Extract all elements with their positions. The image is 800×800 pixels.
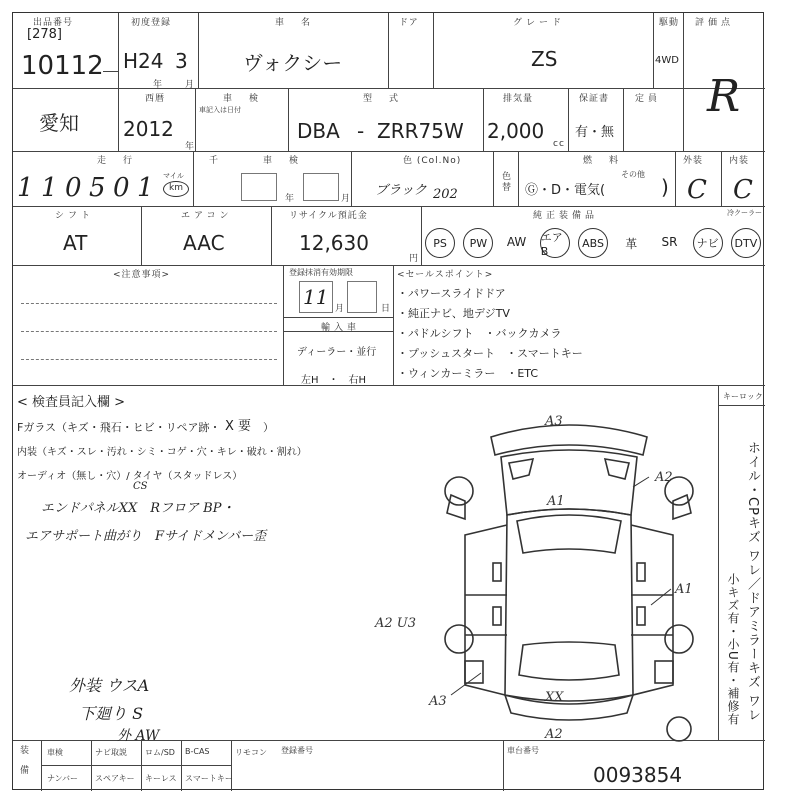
body-outline	[505, 509, 633, 701]
damage-mark: A2	[545, 727, 563, 742]
footer-reg-label: 登録番号	[281, 746, 313, 755]
sales-point: ・ウィンカーミラー ・ETC	[397, 367, 539, 380]
fuel-label: 燃 料	[583, 156, 623, 166]
sales-point: ・パワースライドドア	[397, 287, 506, 300]
footer-remote: リモコン	[235, 748, 267, 757]
lot-number: 10112	[21, 51, 104, 81]
damage-mark: A2 U3	[375, 616, 417, 631]
equipment-item: AW	[506, 235, 527, 249]
wheel-rear-left	[445, 625, 473, 653]
model-code: ZRR75W	[377, 119, 464, 143]
equipment-row	[421, 225, 765, 261]
damage-mark: XX	[545, 690, 564, 705]
equipment-item: SR	[661, 235, 678, 249]
pre-shaken-label: 登録抹消有効期限	[289, 268, 353, 277]
equipment-item: 革	[625, 237, 638, 251]
fuel-options: Ⓖ・D・電気(	[525, 183, 606, 198]
shaken-month-box	[303, 173, 339, 201]
color-code: 202	[433, 187, 458, 202]
footer-bcas: B-CAS	[185, 747, 210, 756]
chassis-number: 0093854	[593, 763, 683, 787]
footer-equipment-label: 装 備	[18, 745, 28, 775]
footer-chassis-label: 車台番号	[507, 746, 539, 755]
fuel-other: その他	[621, 170, 645, 179]
footer-check: 車検	[47, 748, 63, 757]
sales-point: ・パドルシフト ・バックカメラ	[397, 327, 562, 340]
footer-rom: ロム/SD	[145, 748, 175, 757]
exterior-label: 外装	[683, 156, 704, 166]
interior-line: 内装（キズ・スレ・汚れ・シミ・コゲ・穴・キレ・破れ・割れ）	[17, 447, 307, 458]
summary-exterior: 外装 ウスA	[69, 676, 150, 695]
footer-spare-key: スペアキー	[95, 774, 135, 783]
model-year: 2012	[123, 117, 174, 141]
sales-point: ・純正ナビ、地デジTV	[397, 307, 510, 320]
pre-shaken-day-box	[347, 281, 377, 313]
damage-mark: A3	[429, 694, 447, 709]
aircon-label: エアコン	[181, 211, 233, 221]
car-name-label: 車 名	[275, 18, 315, 28]
model-year-unit: 年	[185, 142, 196, 152]
mileage-digit: 1	[17, 173, 34, 203]
unit-km: km	[169, 183, 183, 193]
wheel-front-left	[445, 477, 473, 505]
caution-label: <注意事項>	[113, 270, 171, 280]
wheel-note: ホイル・CPキズ ワレ／ドアミラーキズ ワレ	[745, 441, 760, 723]
lot-bracket: [278]	[27, 27, 62, 42]
pre-shaken-month-unit: 月	[335, 304, 346, 314]
audio-line: オーディオ（無し・穴）/ タイヤ（スタッドレス）	[17, 471, 243, 482]
grade-label: グレード	[513, 18, 566, 28]
hood	[501, 450, 637, 515]
interior-grade: C	[733, 175, 753, 205]
damage-mark: A3	[545, 414, 563, 429]
summary-underbody: 下廻り S	[79, 704, 144, 723]
auction-sheet	[12, 12, 764, 790]
model-prefix: DBA	[297, 119, 340, 143]
equipment-item: ABS	[578, 228, 608, 258]
headlight-right	[605, 459, 629, 479]
color-label: 色 (Col.No)	[403, 156, 462, 166]
mileage-digit: 0	[65, 173, 82, 203]
windshield	[517, 515, 621, 553]
damage-mark: A1	[547, 494, 565, 509]
footer-plate: ナンバー	[47, 774, 79, 783]
cs-note: CS	[133, 481, 148, 492]
year-unit: 年	[153, 80, 164, 90]
car-diagram	[375, 395, 717, 742]
cooler-label: 冷クーラー	[727, 209, 762, 217]
drive: 4WD	[655, 55, 679, 66]
mileage-digit: 1	[41, 173, 58, 203]
capacity-label: 定員	[635, 94, 662, 104]
displacement: 2,000	[487, 119, 545, 143]
damage-mark: A1	[675, 582, 693, 597]
recycle-label: リサイクル預託金	[289, 211, 368, 221]
aircon: AAC	[183, 231, 225, 255]
equipment-item: DTV	[731, 228, 761, 258]
car-name: ヴォクシー	[243, 51, 343, 75]
door-label: ドア	[399, 18, 419, 28]
summary-aw: 外 AW	[117, 728, 160, 744]
keylock-label: キーロック	[723, 392, 763, 401]
shaken-year-unit: 年	[285, 194, 296, 204]
drive-label: 駆動	[659, 18, 680, 28]
sales-label: <セールスポイント>	[397, 270, 494, 280]
fuel-close: )	[661, 175, 669, 199]
interior-label: 内装	[729, 156, 750, 166]
mileage-digit: 5	[89, 173, 106, 203]
mileage-digit: 0	[113, 173, 130, 203]
exterior-grade: C	[687, 175, 707, 205]
sales-point: ・プッシュスタート ・スマートキー	[397, 347, 583, 360]
footer-keyless: キーレス	[145, 774, 177, 783]
footer-smart-key: スマートキー	[185, 774, 233, 783]
equipment-item: PS	[425, 228, 455, 258]
import-type: ディーラー・並行	[297, 347, 377, 358]
lot-label: 出品番号	[33, 18, 74, 28]
shift-label: シフト	[55, 211, 95, 221]
fglass-close: ）	[263, 421, 274, 434]
shaken-note: 車記入は日付	[199, 106, 241, 114]
unit-mile: マイル	[163, 172, 184, 180]
model-dash: -	[357, 119, 365, 143]
equipment-item: エアB	[540, 228, 570, 258]
shaken-label-2: 車 検	[223, 94, 263, 104]
color-change-label: 色替	[500, 171, 510, 193]
model-label: 型 式	[363, 94, 403, 104]
displacement-label: 排気量	[503, 94, 534, 104]
mileage-digit: 1	[137, 173, 154, 203]
handle-side: 左H ・ 右H	[301, 375, 367, 386]
warranty-label: 保証書	[579, 94, 610, 104]
equipment-label: 純正装備品	[533, 211, 599, 221]
score: R	[707, 71, 741, 122]
shift: AT	[63, 231, 88, 255]
fglass-mark: X 要	[225, 419, 252, 434]
yen-unit: 円	[409, 254, 420, 264]
damage-mark: A2	[655, 470, 673, 485]
reg-month: 3	[175, 49, 188, 73]
first-reg-label: 初度登録	[131, 18, 172, 28]
shaken-year-box	[241, 173, 277, 201]
color-value: ブラック	[375, 183, 427, 198]
inspection-title: < 検査員記入欄 >	[17, 395, 126, 410]
recycle: 12,630	[299, 231, 369, 255]
score-label: 評価点	[695, 18, 735, 28]
footer-nav: ナビ取説	[95, 748, 127, 757]
shaken-month-unit: 月	[341, 194, 352, 204]
mileage-label: 走 行	[97, 156, 137, 166]
warranty-value: 有・無	[575, 125, 615, 140]
import-label: 輸入車	[321, 323, 361, 333]
sales-points	[397, 281, 697, 381]
wheel-sub: 小キズ有・小U有・補修有	[726, 573, 740, 726]
era-year: H24	[123, 49, 164, 73]
grade: ZS	[531, 47, 558, 71]
spare-wheel	[667, 717, 691, 741]
pre-shaken-day-unit: 日	[381, 304, 392, 314]
cc-unit: cc	[553, 139, 565, 149]
rear-window	[519, 642, 619, 680]
equipment-item: ナビ	[693, 228, 723, 258]
wheel-rear-right	[665, 625, 693, 653]
shaken-label-3: 車 検	[263, 156, 303, 166]
western-label: 西暦	[145, 94, 166, 104]
pre-shaken-month: 11	[303, 285, 329, 309]
handwritten-note: エンドパネルXX Rフロア BP・	[41, 501, 235, 516]
month-unit: 月	[185, 80, 196, 90]
equipment-item: PW	[463, 228, 493, 258]
fglass-line: Fガラス（キズ・飛石・ヒビ・リペア跡・	[17, 421, 221, 434]
unit-kanji: 千	[209, 156, 220, 166]
region: 愛知	[39, 111, 79, 135]
handwritten-note: エアサポート曲がり Fサイドメンバー歪	[25, 529, 267, 544]
headlight-left	[509, 459, 533, 479]
